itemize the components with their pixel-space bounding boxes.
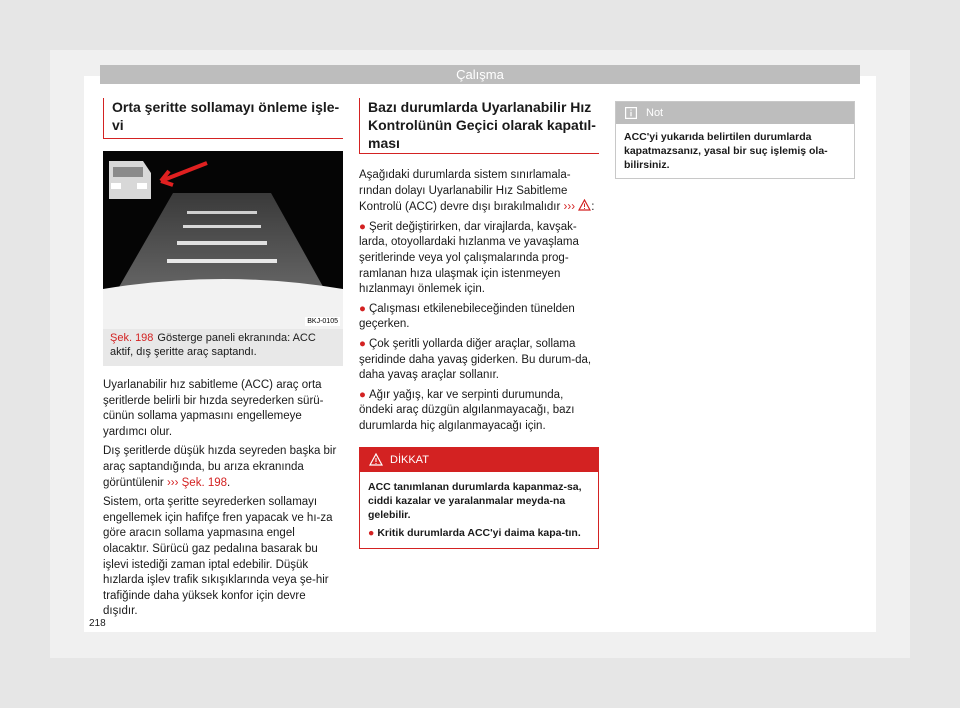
lane-line	[183, 225, 261, 228]
list-item: ● Çalışması etkilenebileceğinden tünelden geçerken.	[359, 302, 575, 331]
dashboard-illustration	[103, 151, 343, 329]
period: .	[227, 476, 231, 489]
figure-link[interactable]: Şek. 198	[181, 476, 228, 489]
list-item: ● Ağır yağış, kar ve serpinti durumunda, öndeki araç düzgün algılanmayacağı, bazı durumlarda hiç algılanmayacağı için.	[359, 388, 575, 432]
dashboard-figure	[103, 151, 343, 329]
figure-code: BKJ-0105	[307, 318, 338, 325]
warning-icon	[369, 453, 383, 466]
paragraph: Sistem, orta şeritte seyrederken sollamayı engellemek için hafifçe fren yapacak ve hı-za göre aracın sollama yapmasına engel olacaktır. Sürücü gaz pedalına basarak bu işlevi istediği zaman iptal edebilir. Düşük hızlarda işlev trafik sıkışıklarında veya şe-hir trafiğinde daha yüksek konfor için devre dışıdır.	[103, 496, 333, 618]
note-header	[616, 102, 854, 124]
ref-arrow: ›››	[563, 201, 576, 214]
list-item: ● Çok şeritli yollarda diğer araçlar, sollama şeridinde daha yavaş giderken. Bu durum-da, daha yavaş araçlar sollanır.	[359, 337, 592, 382]
warning-title: DİKKAT	[390, 453, 429, 466]
intro-paragraph	[359, 168, 599, 216]
column-middle	[359, 98, 599, 549]
page-number: 218	[89, 618, 106, 629]
warning-header	[360, 448, 598, 472]
note-title: Not	[646, 107, 664, 119]
warning-icon	[578, 199, 591, 211]
section-title: Orta şeritte sollamayı önleme işle-vi	[103, 98, 343, 139]
warning-body	[360, 472, 598, 548]
car-icon	[109, 161, 151, 199]
lane-line	[187, 211, 257, 214]
note-text: ACC'yi yukarıda belirtilen durumlarda kapatmazsanız, yasal bir suç işlemiş ola-bilirsiniz.	[624, 131, 828, 171]
warning-bullet: ● Kritik durumlarda ACC'yi daima kapa-tın.	[368, 526, 581, 539]
figure-caption	[103, 329, 343, 366]
caption-ref: Şek. 198	[110, 332, 154, 344]
column-left	[103, 98, 343, 620]
paragraph: Uyarlanabilir hız sabitleme (ACC) araç orta şeritlerde belirli bir hızda seyrederken sürü-cünün sollama yapmasını engellemeye yardımcı olur.	[103, 379, 324, 438]
caption-text: Gösterge paneli ekranında: ACC aktif, dış şeritte araç saptandı.	[110, 332, 316, 358]
intro-text: Aşağıdaki durumlarda sistem sınırlamala-rından dolayı Uyarlanabilir Hız Sabitleme Kontrolü (ACC) devre dışı bırakılmalıdır	[359, 169, 571, 214]
warning-box	[359, 447, 599, 549]
warning-text: ACC tanımlanan durumlarda kapanmaz-sa, ciddi kazalar ve yaralanmalar meyda-na gelebilir.	[368, 480, 582, 521]
paragraph	[103, 444, 343, 491]
lane-line	[177, 241, 267, 245]
note-box	[615, 101, 855, 179]
section-title: Bazı durumlarda Uyarlanabilir Hız Kontrolünün Geçici olarak kapatıl-ması	[359, 98, 599, 154]
info-icon	[625, 107, 637, 119]
ref-arrow: ›››	[166, 476, 179, 489]
paragraph-text: Dış şeritlerde düşük hızda seyreden başka bir araç saptandığında, bu arıza ekranında görüntülenir	[103, 445, 337, 489]
list-item: ● Şerit değiştirirken, dar virajlarda, kavşak-larda, otoyollardaki hızlanma ve yavaşlama şeritlerinde veya yol çalışmalarında prog-ramlanan hıza ulaşmak için istenmeyen hızlanmayı önlemek için.	[359, 220, 579, 296]
colon: :	[591, 201, 595, 214]
lane-line	[167, 259, 277, 263]
chapter-header: Çalışma	[100, 65, 860, 84]
column-right	[615, 101, 855, 179]
